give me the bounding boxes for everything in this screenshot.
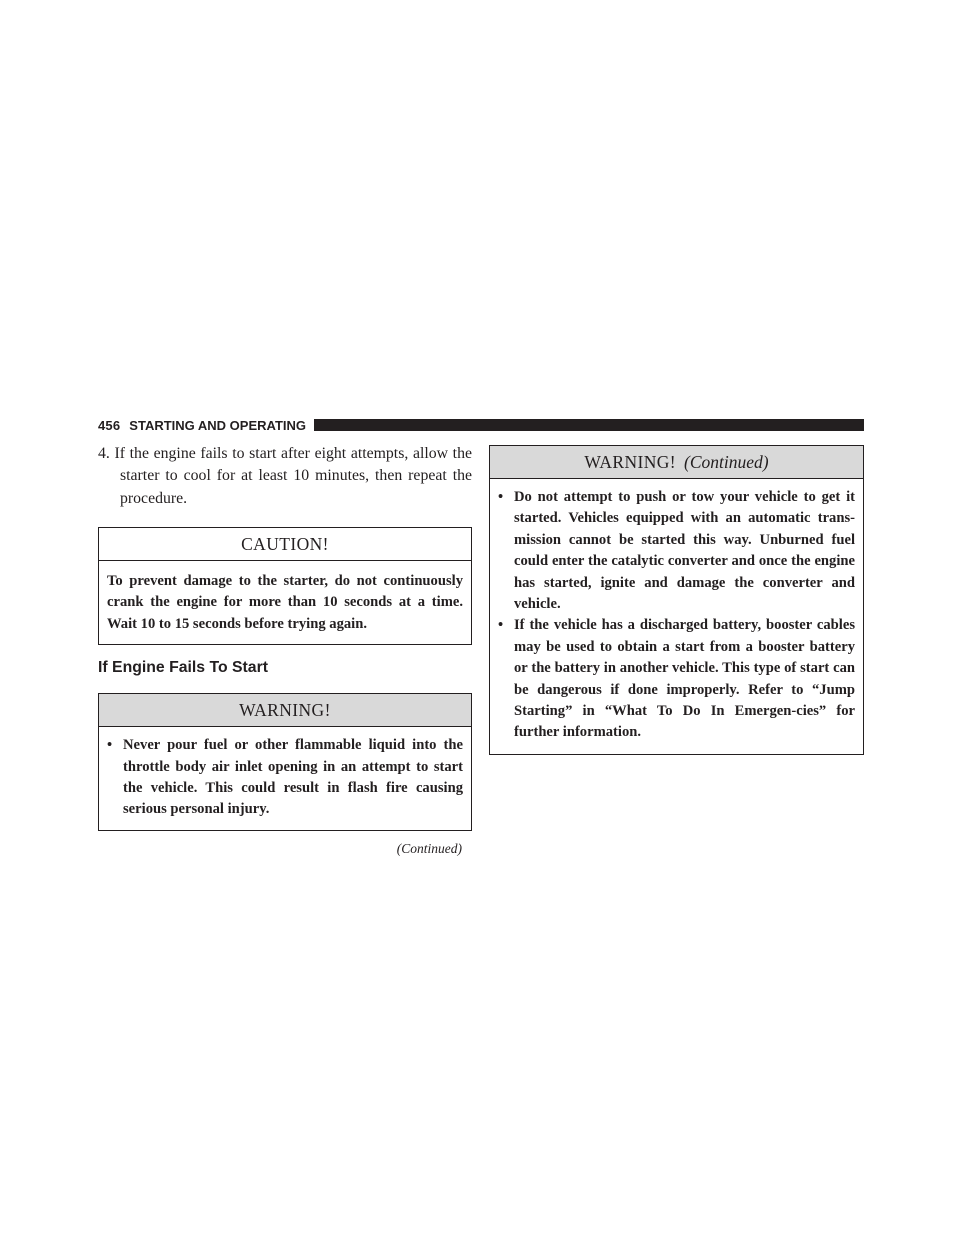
warning-continued-header xyxy=(490,446,863,479)
caution-title: CAUTION! xyxy=(99,528,471,561)
section-subheading: If Engine Fails To Start xyxy=(98,659,268,677)
warning-bullet xyxy=(498,615,855,743)
warning-bullet xyxy=(498,487,855,615)
warning-body xyxy=(99,727,471,830)
bullet-dot: • xyxy=(107,737,113,754)
bullet-dot: • xyxy=(498,489,504,505)
warning-continued-suffix: (Continued) xyxy=(684,452,769,472)
page-header xyxy=(98,418,864,432)
continued-label: (Continued) xyxy=(396,840,462,856)
caution-box xyxy=(98,527,472,645)
warning-bullet-text: Never pour fuel or other flammable liquid into the throttle body air inlet opening in an attempt to start the vehicle. This could result in flash fire causing serious personal injury. xyxy=(123,737,463,818)
caution-text: To prevent damage to the starter, do not continuously crank the engine for more than 10 seconds at a time. Wait 10 to 15 seconds before trying again. xyxy=(107,572,463,632)
page-number: 456 xyxy=(98,417,121,433)
section-title: STARTING AND OPERATING xyxy=(129,417,306,433)
warning-continued-box xyxy=(489,445,864,755)
warning-continued-title: WARNING! xyxy=(584,452,677,472)
warning-continued-body xyxy=(490,479,863,754)
warning-bullet xyxy=(107,735,463,821)
header-rule xyxy=(314,419,864,431)
warning-bullet-text: Do not attempt to push or tow your vehicle to get it started. Vehicles equipped with an automatic trans-mission cannot be started this way. Unburned fuel could enter the catalytic converter and once the engine has started, ignite and damage the converter and vehicle. xyxy=(514,489,855,613)
step-4-text: 4. If the engine fails to start after eight attempts, allow the starter to cool for at least 10 minutes, then repeat the procedure. xyxy=(98,445,472,507)
right-column xyxy=(489,445,864,755)
warning-title: WARNING! xyxy=(99,694,471,727)
warning-box xyxy=(98,693,472,831)
warning-bullet-text: If the vehicle has a discharged battery, booster cables may be used to obtain a start from a booster battery or the battery in another vehicle. This type of start can be dangerous if done improperly. Refer to “Jump Starting” in “What To Do In Emergen-cies” for further information. xyxy=(514,617,855,741)
bullet-dot: • xyxy=(498,617,504,634)
caution-body xyxy=(99,561,471,644)
left-column xyxy=(98,443,472,857)
